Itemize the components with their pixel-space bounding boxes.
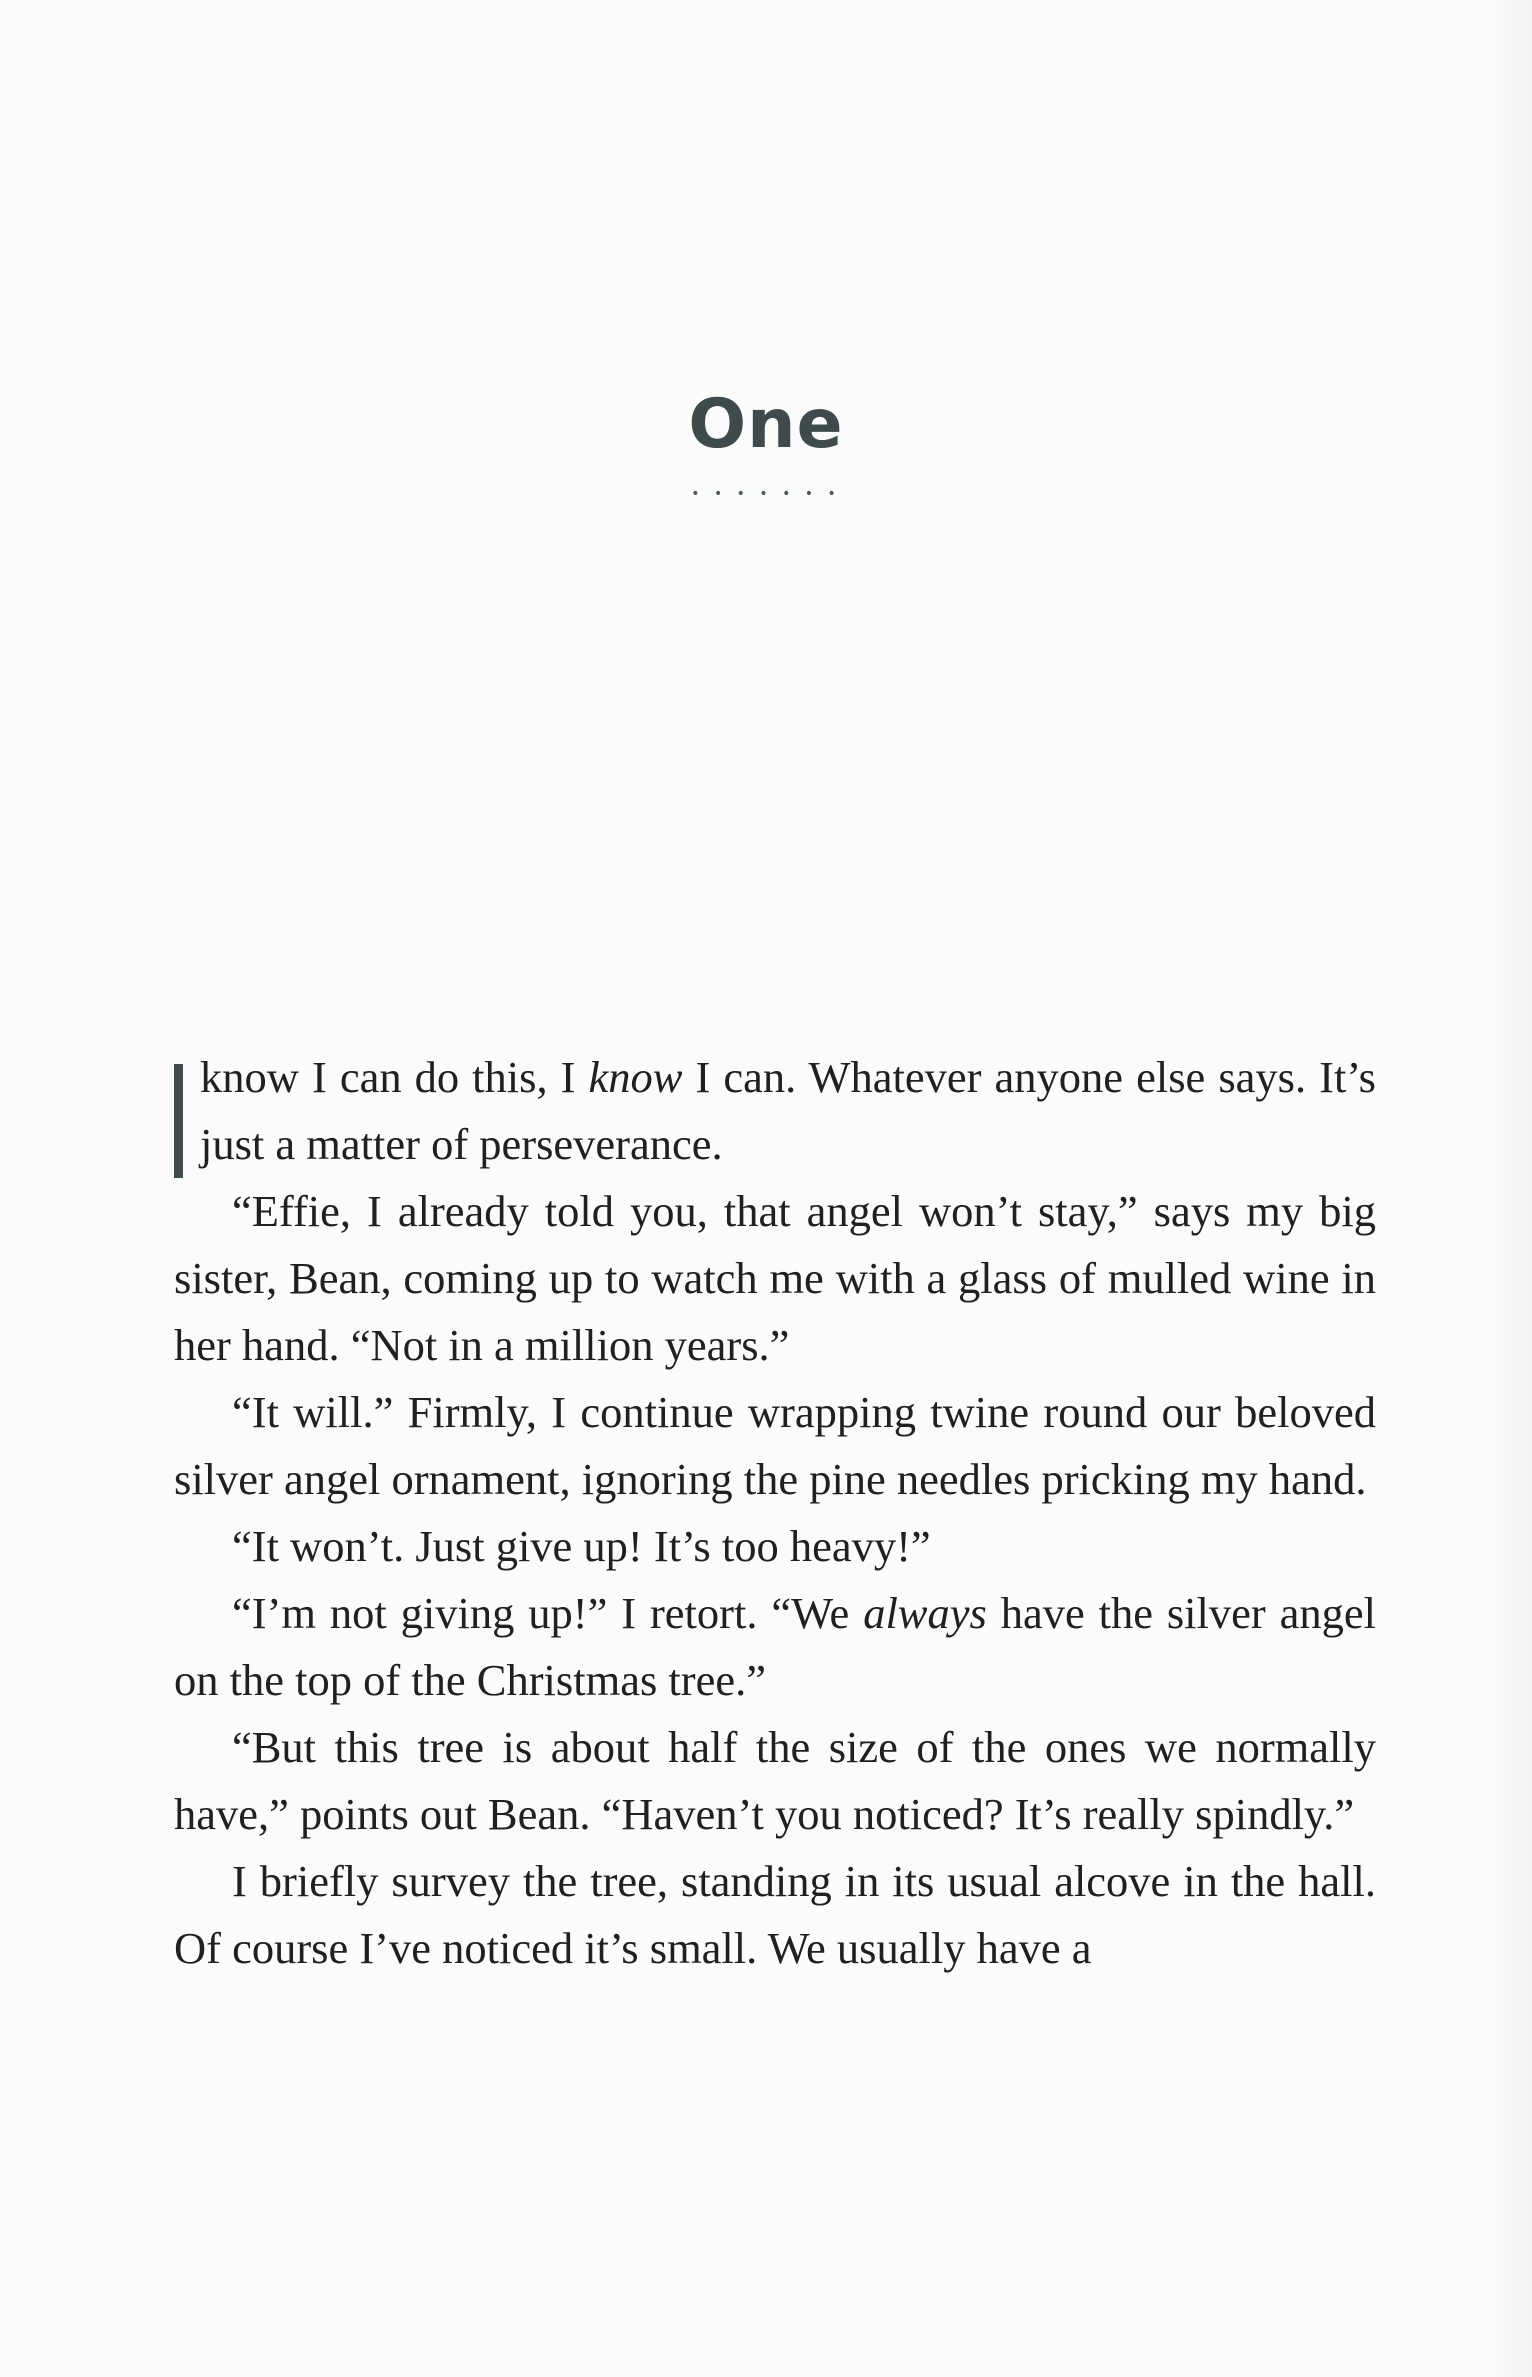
text-segment: “It won’t. Just give up! It’s too heavy!” — [232, 1521, 931, 1571]
text-segment: have the silver angel on the top of the Christmas tree.” — [174, 1588, 1376, 1705]
text-segment: “It will.” Firmly, I continue wrapping twine round our beloved silver angel ornament, ignoring the pine needles pricking my hand. — [174, 1387, 1376, 1504]
body-text — [174, 1044, 1376, 1982]
text-segment: “I’m not giving up!” I retort. “We — [232, 1588, 864, 1638]
paragraph — [174, 1848, 1376, 1982]
paragraph — [174, 1379, 1376, 1513]
text-segment: I briefly survey the tree, standing in its usual alcove in the hall. Of course I’ve noticed it’s small. We usually have a — [174, 1856, 1376, 1973]
italic-segment: always — [863, 1588, 987, 1638]
italic-segment: know — [588, 1052, 683, 1102]
paragraph — [174, 1513, 1376, 1580]
text-segment: “Effie, I already told you, that angel won’t stay,” says my big sister, Bean, coming up to watch me with a glass of mulled wine in her hand. “Not in a million years.” — [174, 1186, 1376, 1370]
paragraph — [174, 1044, 1376, 1178]
page-edge-shadow — [1492, 0, 1532, 2377]
chapter-title: One — [688, 385, 844, 464]
paragraph — [174, 1714, 1376, 1848]
text-segment: “But this tree is about half the size of the ones we normally have,” points out Bean. “Haven’t you noticed? It’s really spindly.” — [174, 1722, 1376, 1839]
text-segment: know I can do this, I — [200, 1052, 589, 1102]
paragraph — [174, 1178, 1376, 1379]
text-segment: I can. Whatever anyone else says. It’s just a matter of perseverance. — [200, 1052, 1376, 1169]
paragraph — [174, 1580, 1376, 1714]
drop-cap — [174, 1064, 183, 1178]
chapter-ornament: • • • • • • • — [691, 486, 841, 502]
